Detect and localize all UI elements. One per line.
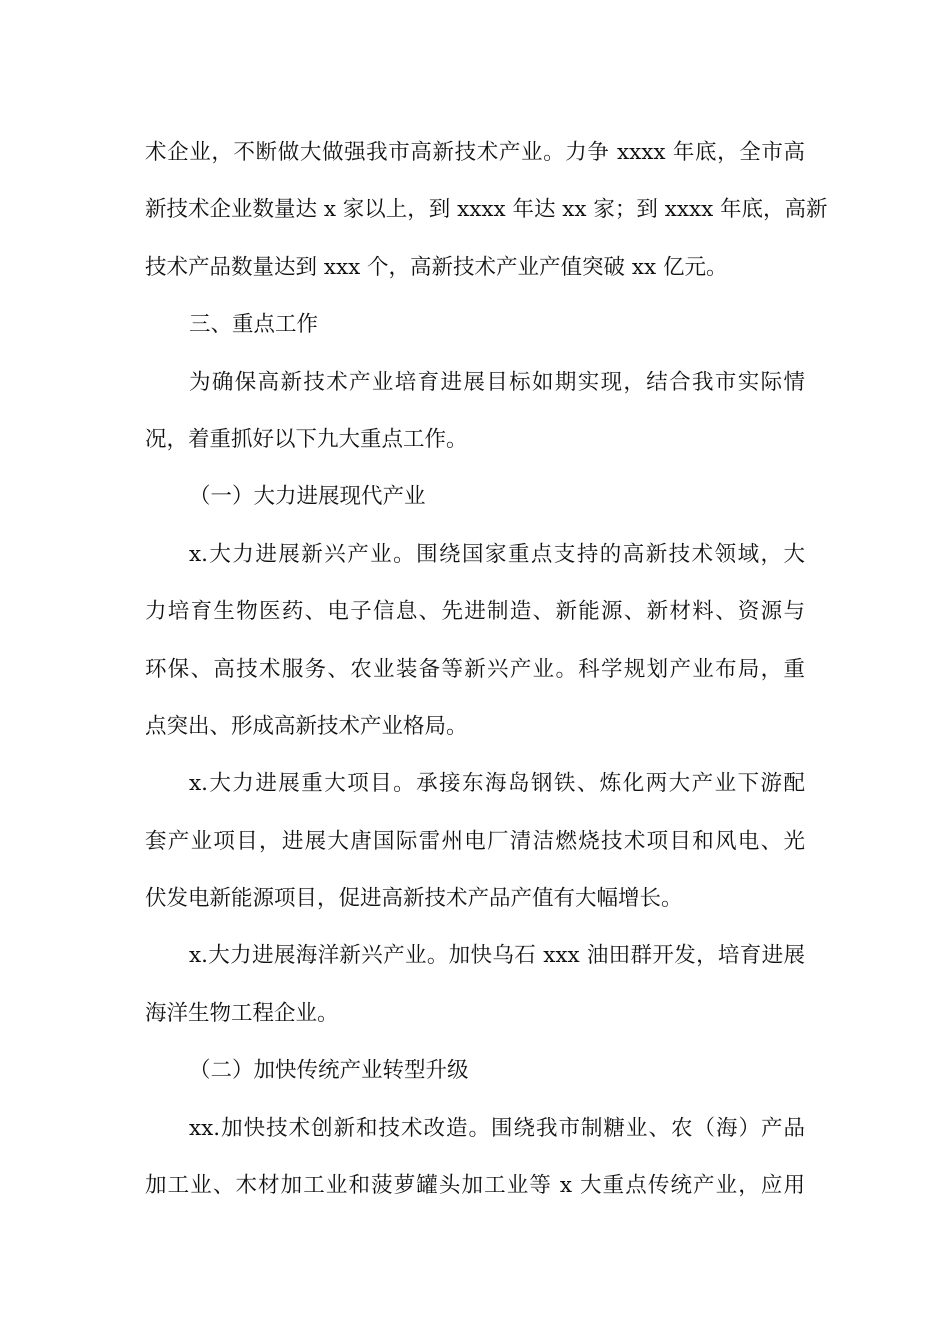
paragraph-line: x.大力进展重大项目。承接东海岛钢铁、炼化两大产业下游配: [189, 771, 805, 797]
paragraph-line: 力培育生物医药、电子信息、先进制造、新能源、新材料、资源与: [145, 599, 805, 625]
paragraph-line: 海洋生物工程企业。: [145, 1000, 339, 1026]
paragraph-line: 况，着重抓好以下九大重点工作。: [145, 426, 468, 452]
document-body: [145, 124, 828, 1214]
paragraph-line: 术企业，不断做大做强我市高新技术产业。力争 xxxx 年底，全市高: [145, 140, 805, 165]
subsection-heading: （二）加快传统产业转型升级: [189, 1058, 469, 1084]
paragraph-line: 加工业、木材加工业和菠萝罐头加工业等 x 大重点传统产业，应用: [145, 1173, 805, 1199]
paragraph-line: 技术产品数量达到 xxx 个，高新技术产业产值突破 xx 亿元。: [145, 254, 728, 280]
paragraph-line: x.大力进展海洋新兴产业。加快乌石 xxx 油田群开发，培育进展: [189, 943, 805, 969]
paragraph-line: x.大力进展新兴产业。围绕国家重点支持的高新技术领域，大: [189, 541, 805, 567]
subsection-heading: （一）大力进展现代产业: [189, 484, 426, 510]
section-heading: 三、重点工作: [189, 312, 319, 338]
paragraph-line: 环保、高技术服务、农业装备等新兴产业。科学规划产业布局，重: [145, 656, 805, 682]
paragraph-line: 为确保高新技术产业培育进展目标如期实现，结合我市实际情: [189, 369, 805, 395]
paragraph-line: 伏发电新能源项目，促进高新技术产品产值有大幅增长。: [145, 886, 683, 912]
paragraph-line: xx.加快技术创新和技术改造。围绕我市制糖业、农（海）产品: [189, 1115, 805, 1141]
paragraph-line: 新技术企业数量达 x 家以上，到 xxxx 年达 xx 家；到 xxxx 年底，高新: [145, 197, 828, 223]
paragraph-line: 套产业项目，进展大唐国际雷州电厂清洁燃烧技术项目和风电、光: [145, 828, 805, 854]
paragraph-line: 点突出、形成高新技术产业格局。: [145, 713, 468, 739]
